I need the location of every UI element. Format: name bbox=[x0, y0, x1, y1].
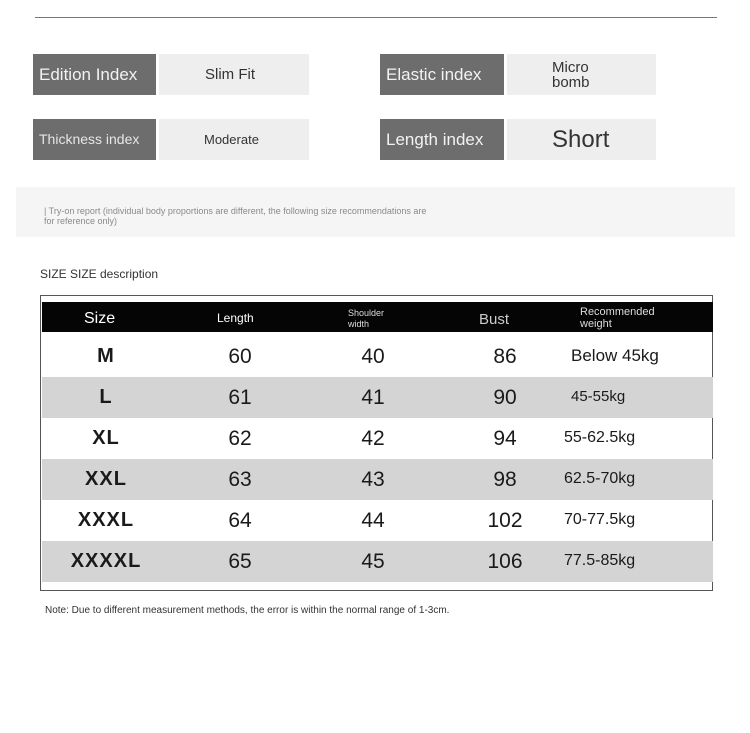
bust-cell: 106 bbox=[487, 550, 523, 573]
size-cell: M bbox=[97, 345, 115, 367]
shoulder-cell: 44 bbox=[361, 509, 385, 532]
header-size: Size bbox=[84, 310, 116, 327]
top-divider bbox=[35, 17, 717, 18]
weight-cell: 62.5-70kg bbox=[564, 470, 636, 487]
edition-index-label: Edition Index bbox=[33, 54, 156, 95]
thickness-index-label: Thickness index bbox=[33, 119, 156, 160]
shoulder-cell: 41 bbox=[361, 386, 385, 409]
header-bust: Bust bbox=[479, 311, 510, 328]
length-index-text: Short bbox=[552, 125, 610, 153]
length-index-label: Length index bbox=[380, 119, 504, 160]
weight-cell: 77.5-85kg bbox=[564, 552, 636, 569]
table-header bbox=[42, 302, 713, 332]
size-cell: XXL bbox=[85, 468, 127, 490]
bust-cell: 102 bbox=[487, 509, 523, 532]
elastic-index-label: Elastic index bbox=[380, 54, 504, 95]
measurement-note: Note: Due to different measurement methods, the error is within the normal range of 1-3cm. bbox=[45, 605, 450, 616]
bust-cell: 94 bbox=[493, 427, 517, 450]
thickness-index-text: Moderate bbox=[204, 132, 259, 147]
bust-cell: 90 bbox=[493, 386, 517, 409]
table-row bbox=[42, 418, 713, 459]
shoulder-cell: 40 bbox=[361, 345, 385, 368]
header-shoulder: Shoulder width bbox=[348, 308, 385, 329]
edition-index-text: Slim Fit bbox=[205, 66, 255, 83]
weight-cell: 70-77.5kg bbox=[564, 511, 636, 528]
length-cell: 65 bbox=[228, 550, 252, 573]
size-cell: XL bbox=[92, 427, 120, 449]
edition-index-value bbox=[159, 54, 309, 95]
elastic-index-text: Micro bomb bbox=[552, 58, 590, 91]
elastic-index-value bbox=[507, 54, 656, 95]
length-cell: 63 bbox=[228, 468, 252, 491]
tryon-report-text: | Try-on report (individual body proportions are different, the following size recommendations are for reference only) bbox=[44, 206, 427, 226]
table-row bbox=[42, 336, 713, 377]
bust-cell: 86 bbox=[493, 345, 517, 368]
shoulder-cell: 42 bbox=[361, 427, 385, 450]
weight-cell: 55-62.5kg bbox=[564, 429, 636, 446]
header-length: Length bbox=[217, 311, 254, 325]
size-table bbox=[40, 295, 713, 591]
shoulder-cell: 43 bbox=[361, 468, 385, 491]
weight-cell: 45-55kg bbox=[571, 388, 626, 405]
bust-cell: 98 bbox=[493, 468, 517, 491]
size-cell: XXXL bbox=[77, 509, 135, 531]
size-description-title: SIZE SIZE description bbox=[40, 267, 159, 281]
length-cell: 60 bbox=[228, 345, 252, 368]
length-cell: 64 bbox=[228, 509, 252, 532]
weight-cell: Below 45kg bbox=[571, 346, 659, 365]
table-row bbox=[42, 541, 713, 582]
size-cell: L bbox=[99, 386, 113, 408]
length-cell: 62 bbox=[228, 427, 252, 450]
table-row bbox=[42, 500, 713, 541]
shoulder-cell: 45 bbox=[361, 550, 385, 573]
table-row bbox=[42, 377, 713, 418]
length-index-value bbox=[507, 119, 656, 160]
thickness-index-value bbox=[159, 119, 309, 160]
size-cell: XXXXL bbox=[70, 550, 142, 572]
table-row bbox=[42, 459, 713, 500]
length-cell: 61 bbox=[228, 386, 252, 409]
header-weight: Recommended weight bbox=[580, 306, 655, 330]
